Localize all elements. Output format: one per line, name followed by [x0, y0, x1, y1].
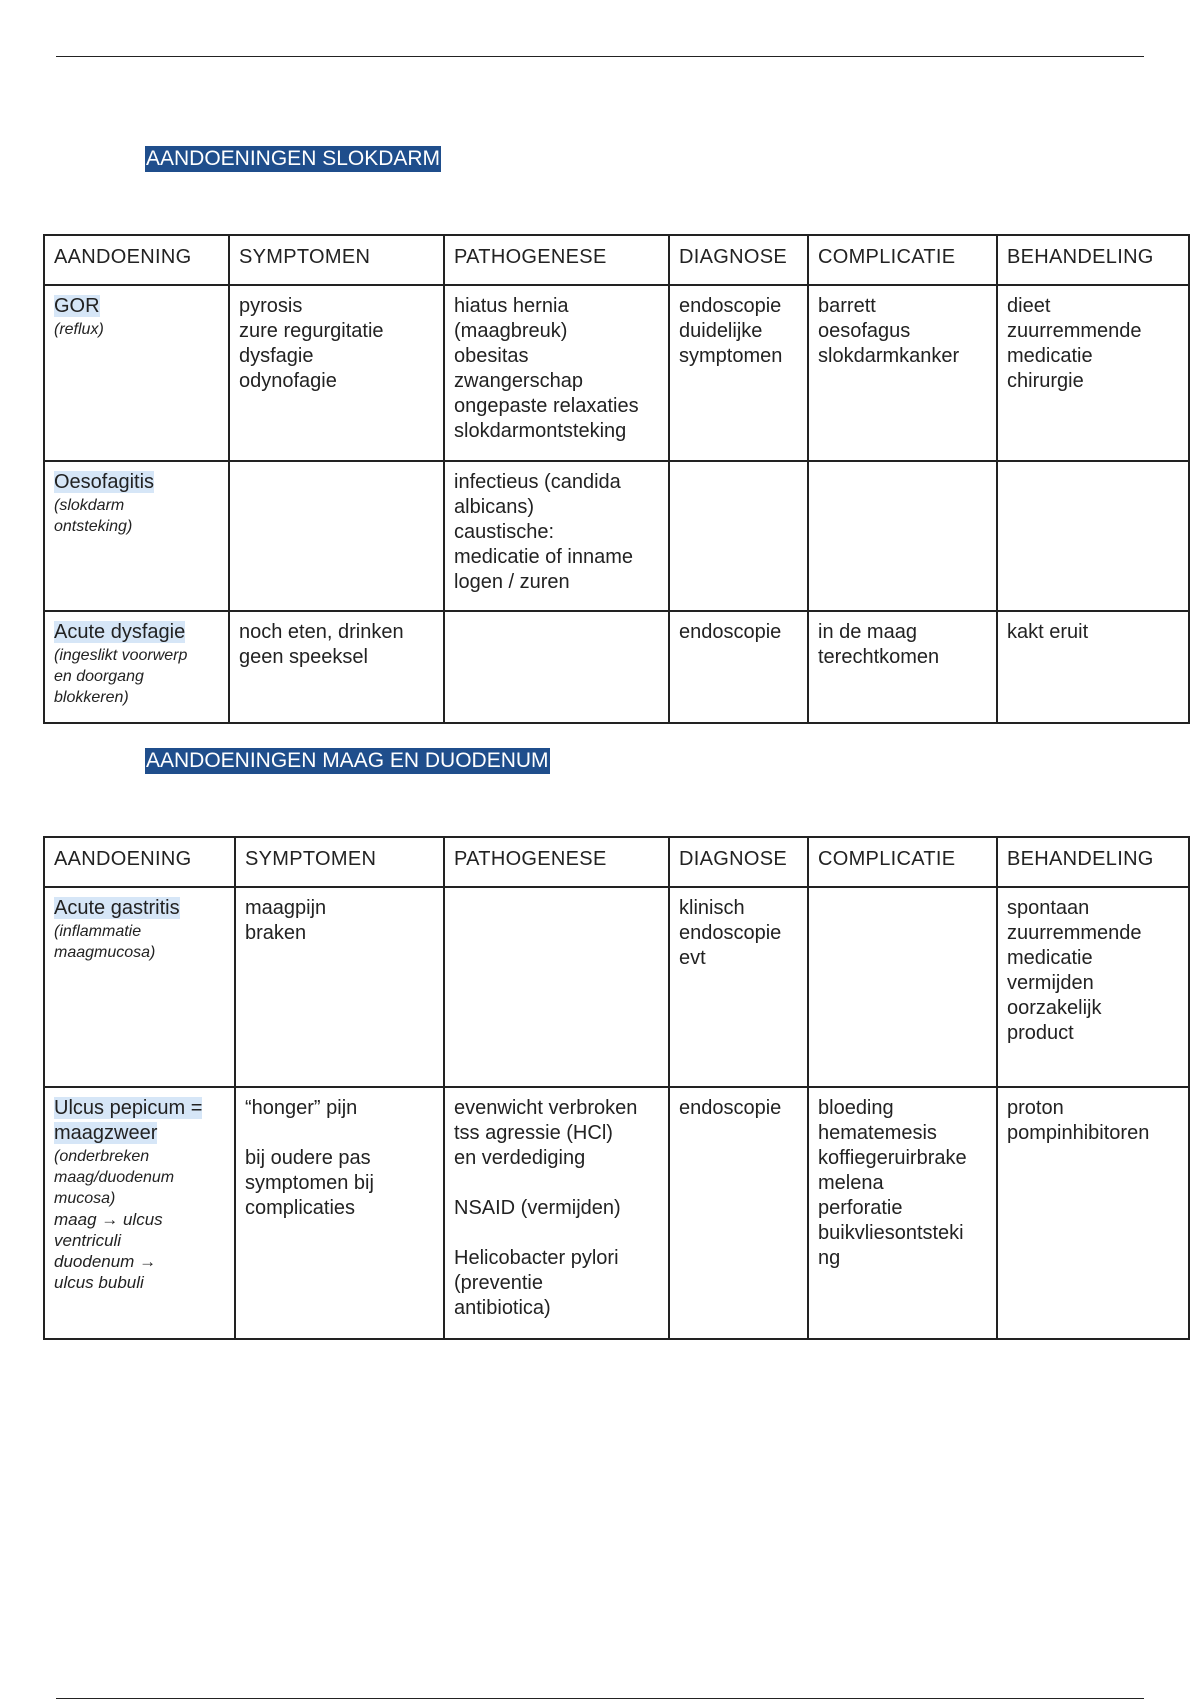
note-line: (inflammatie: [54, 923, 142, 940]
cell-complicatie: [808, 461, 997, 611]
table-slokdarm: [43, 234, 1190, 724]
text-line: hiatus hernia: [454, 295, 569, 317]
cell-complicatie: [808, 285, 997, 461]
cell-diagnose: [669, 887, 808, 1087]
condition-note: [54, 495, 219, 537]
text-line: in de maag: [818, 621, 917, 643]
cell-pathogenese: [444, 611, 669, 723]
cell-pathogenese: [444, 461, 669, 611]
table-row: [44, 887, 1189, 1087]
condition-name-line: Ulcus pepicum =: [54, 1097, 203, 1119]
text-line: odynofagie: [239, 370, 337, 392]
cell-symptomen: [235, 1087, 444, 1339]
condition-note: [54, 319, 219, 340]
text-line: medicatie: [1007, 345, 1093, 367]
text-line: braken: [245, 922, 307, 944]
note-line: (ingeslikt voorwerp: [54, 647, 188, 664]
text-line: pompinhibitoren: [1007, 1122, 1150, 1144]
text-line: slokdarmontsteking: [454, 420, 627, 442]
text-line: oesofagus: [818, 320, 911, 342]
text-line: koffiegeruirbrake: [818, 1147, 967, 1169]
cell-behandeling: [997, 1087, 1189, 1339]
cell-complicatie: [808, 1087, 997, 1339]
text-line: Helicobacter pylori: [454, 1247, 619, 1269]
text-line: zuurremmende: [1007, 320, 1142, 342]
condition-name: [54, 1097, 202, 1144]
text-line: (maagbreuk): [454, 320, 568, 342]
condition-name-line: maagzweer: [54, 1122, 158, 1144]
header-behandeling: BEHANDELING: [997, 235, 1189, 285]
text-line: [454, 1221, 659, 1246]
header-complicatie: COMPLICATIE: [808, 837, 997, 887]
header-pathogenese: PATHOGENESE: [444, 837, 669, 887]
text-line: medicatie of inname: [454, 546, 633, 568]
text-line: endoscopie: [679, 1097, 782, 1119]
cell-diagnose: [669, 1087, 808, 1339]
text-line: buikvliesontsteki: [818, 1222, 964, 1244]
text-line: geen speeksel: [239, 646, 368, 668]
text-line: zure regurgitatie: [239, 320, 384, 342]
note-line: maagmucosa): [54, 944, 156, 961]
text-line: antibiotica): [454, 1297, 551, 1319]
text-line: logen / zuren: [454, 571, 570, 593]
table-header-row: [44, 837, 1189, 887]
note-line: mucosa): [54, 1190, 116, 1207]
header-aandoening: AANDOENING: [44, 837, 235, 887]
header-rule: [56, 56, 1144, 57]
table-row: [44, 611, 1189, 723]
text-line: symptomen: [679, 345, 783, 367]
text-line: en verdediging: [454, 1147, 586, 1169]
note-line: blokkeren): [54, 689, 129, 706]
note-line: (onderbreken: [54, 1148, 150, 1165]
table-row: [44, 461, 1189, 611]
text-line: kakt eruit: [1007, 621, 1089, 643]
text-line: endoscopie: [679, 621, 782, 643]
text-line: dieet: [1007, 295, 1051, 317]
cell-symptomen: [229, 611, 444, 723]
text-line: pyrosis: [239, 295, 303, 317]
text-line: complicaties: [245, 1197, 356, 1219]
text-line: oorzakelijk: [1007, 997, 1102, 1019]
text-line: duidelijke: [679, 320, 763, 342]
note-line: ontsteking): [54, 518, 133, 535]
text-line: hematemesis: [818, 1122, 937, 1144]
cell-symptomen: [235, 887, 444, 1087]
cell-behandeling: [997, 285, 1189, 461]
text-line: maagpijn: [245, 897, 327, 919]
note-line: ventriculi: [54, 1231, 122, 1250]
text-line: bloeding: [818, 1097, 894, 1119]
table-maag-duodenum: [43, 836, 1190, 1340]
cell-complicatie: [808, 887, 997, 1087]
cell-aandoening: [44, 1087, 235, 1339]
condition-name: Acute gastritis: [54, 897, 180, 919]
header-diagnose: DIAGNOSE: [669, 235, 808, 285]
text-line: vermijden: [1007, 972, 1094, 994]
header-symptomen: SYMPTOMEN: [235, 837, 444, 887]
text-line: chirurgie: [1007, 370, 1084, 392]
cell-aandoening: [44, 611, 229, 723]
text-line: barrett: [818, 295, 876, 317]
text-line: evenwicht verbroken: [454, 1097, 638, 1119]
section-title-maag-duodenum: AANDOENINGEN MAAG EN DUODENUM: [146, 749, 549, 772]
text-line: NSAID (vermijden): [454, 1197, 621, 1219]
condition-name: Acute dysfagie: [54, 621, 186, 643]
text-line: dysfagie: [239, 345, 314, 367]
note-line: (reflux): [54, 321, 104, 338]
cell-behandeling: [997, 611, 1189, 723]
text-line: (preventie: [454, 1272, 543, 1294]
text-line: zwangerschap: [454, 370, 583, 392]
cell-complicatie: [808, 611, 997, 723]
cell-behandeling: [997, 887, 1189, 1087]
text-line: zuurremmende: [1007, 922, 1142, 944]
condition-note: [54, 1146, 225, 1293]
text-line: obesitas: [454, 345, 529, 367]
text-line: spontaan: [1007, 897, 1090, 919]
header-diagnose: DIAGNOSE: [669, 837, 808, 887]
footer-rule: [56, 1698, 1144, 1699]
section-title-slokdarm: AANDOENINGEN SLOKDARM: [146, 147, 441, 170]
table-row: [44, 285, 1189, 461]
text-line: noch eten, drinken: [239, 621, 404, 643]
text-line: endoscopie: [679, 922, 782, 944]
text-line: terechtkomen: [818, 646, 940, 668]
table-header-row: [44, 235, 1189, 285]
condition-note: [54, 645, 219, 708]
note-line: maag → ulcus: [54, 1210, 163, 1229]
condition-name: Oesofagitis: [54, 471, 155, 493]
cell-diagnose: [669, 285, 808, 461]
text-line: medicatie: [1007, 947, 1093, 969]
cell-pathogenese: [444, 1087, 669, 1339]
cell-pathogenese: [444, 887, 669, 1087]
text-line: evt: [679, 947, 706, 969]
cell-aandoening: [44, 285, 229, 461]
text-line: “honger” pijn: [245, 1097, 358, 1119]
text-line: ng: [818, 1247, 841, 1269]
text-line: product: [1007, 1022, 1074, 1044]
text-line: [245, 1121, 434, 1146]
cell-diagnose: [669, 461, 808, 611]
cell-symptomen: [229, 285, 444, 461]
text-line: caustische:: [454, 521, 555, 543]
header-complicatie: COMPLICATIE: [808, 235, 997, 285]
text-line: tss agressie (HCl): [454, 1122, 613, 1144]
text-line: symptomen bij: [245, 1172, 374, 1194]
text-line: bij oudere pas: [245, 1147, 371, 1169]
cell-aandoening: [44, 887, 235, 1087]
condition-note: [54, 921, 225, 963]
text-line: perforatie: [818, 1197, 903, 1219]
text-line: slokdarmkanker: [818, 345, 960, 367]
text-line: infectieus (candida: [454, 471, 621, 493]
cell-aandoening: [44, 461, 229, 611]
text-line: [454, 1171, 659, 1196]
note-line: maag/duodenum: [54, 1169, 175, 1186]
cell-diagnose: [669, 611, 808, 723]
header-behandeling: BEHANDELING: [997, 837, 1189, 887]
note-line: ulcus bubuli: [54, 1273, 144, 1292]
text-line: albicans): [454, 496, 535, 518]
cell-behandeling: [997, 461, 1189, 611]
header-symptomen: SYMPTOMEN: [229, 235, 444, 285]
cell-pathogenese: [444, 285, 669, 461]
text-line: ongepaste relaxaties: [454, 395, 639, 417]
note-line: en doorgang: [54, 668, 144, 685]
condition-name: GOR: [54, 295, 100, 317]
header-pathogenese: PATHOGENESE: [444, 235, 669, 285]
text-line: proton: [1007, 1097, 1064, 1119]
header-aandoening: AANDOENING: [44, 235, 229, 285]
text-line: klinisch: [679, 897, 745, 919]
table-row: [44, 1087, 1189, 1339]
text-line: endoscopie: [679, 295, 782, 317]
text-line: melena: [818, 1172, 884, 1194]
cell-symptomen: [229, 461, 444, 611]
note-line: (slokdarm: [54, 497, 125, 514]
note-line: duodenum →: [54, 1252, 157, 1271]
